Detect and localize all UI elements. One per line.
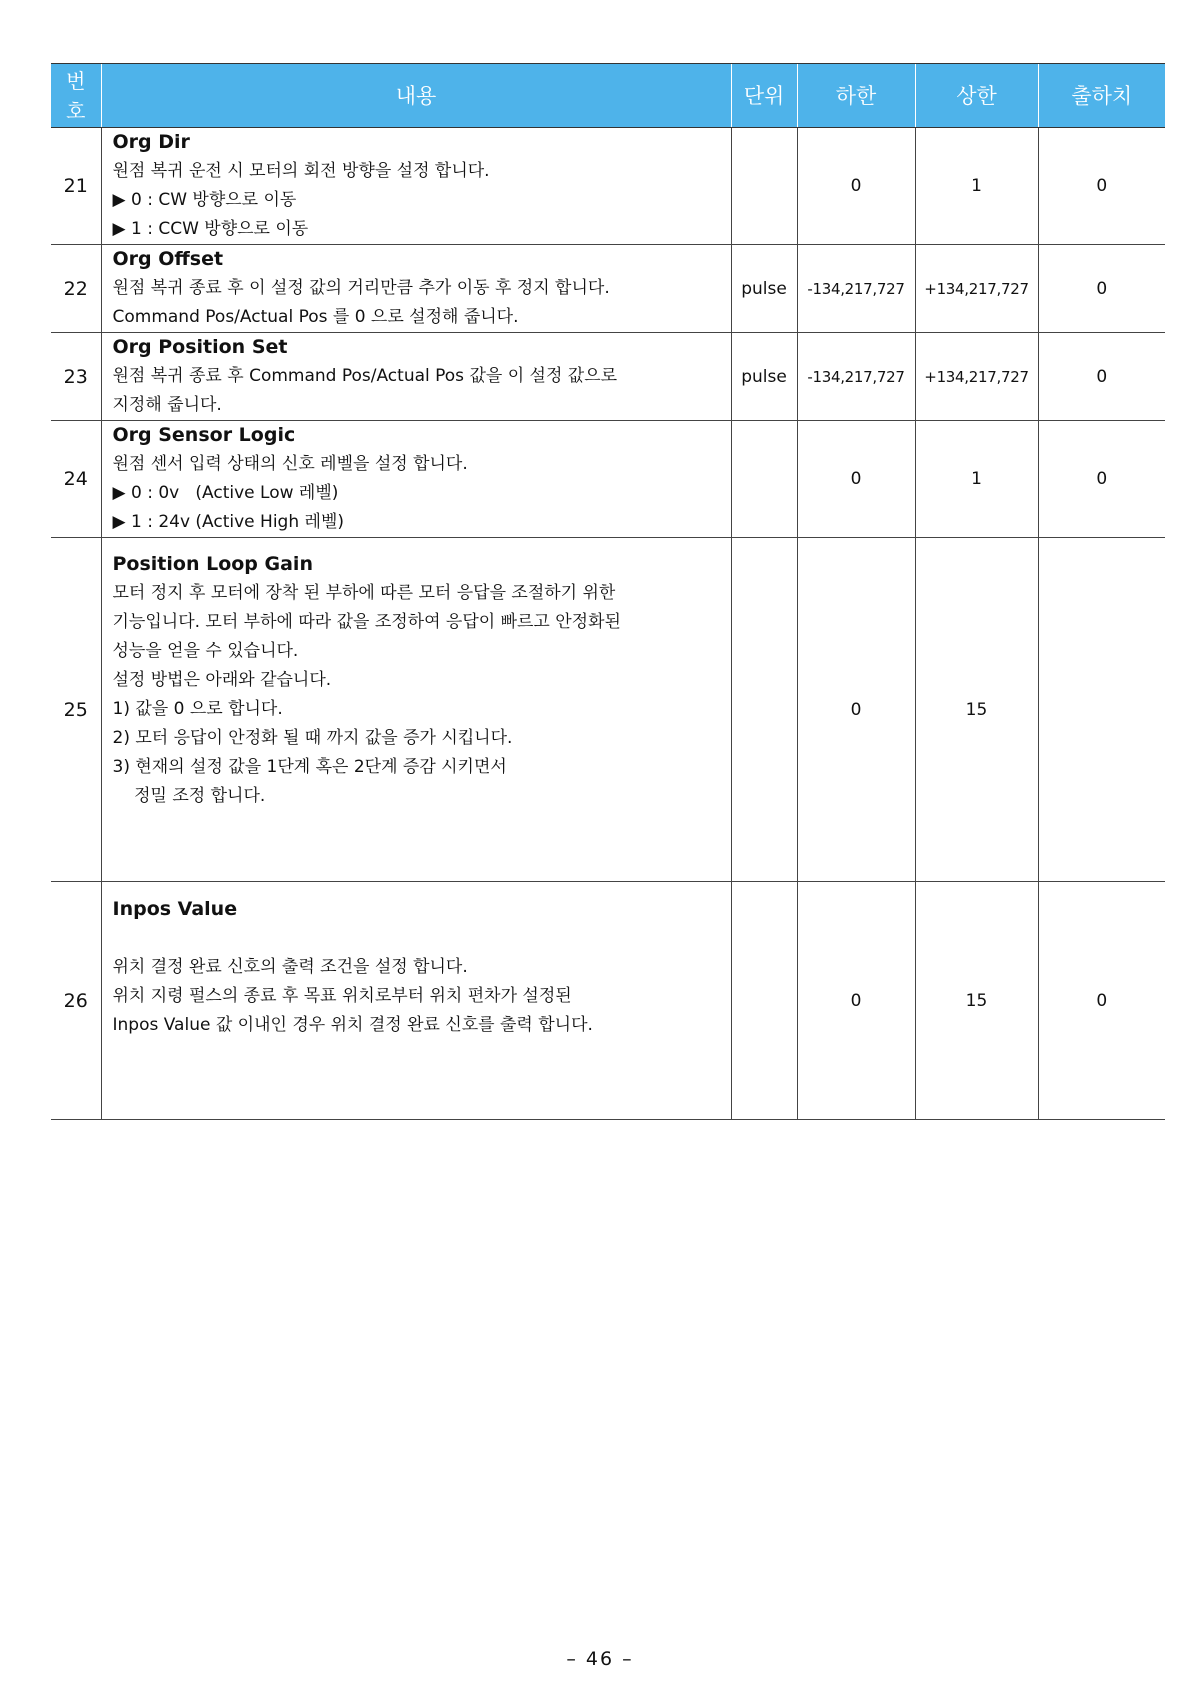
row-unit — [731, 421, 797, 538]
table-row — [51, 421, 1165, 538]
description-line: 원점 복귀 종료 후 이 설정 값의 거리만큼 추가 이동 후 정지 합니다. — [112, 278, 610, 298]
row-unit — [731, 128, 797, 245]
description-line: 성능을 얻을 수 있습니다. — [112, 641, 299, 661]
table-row — [51, 333, 1165, 421]
description-line: 설정 방법은 아래와 같습니다. — [112, 670, 332, 690]
header-max: 상한 — [915, 64, 1038, 128]
row-content — [101, 538, 731, 882]
row-default: 0 — [1038, 421, 1165, 538]
row-number: 23 — [51, 333, 101, 421]
row-content — [101, 128, 731, 245]
header-default: 출하치 — [1038, 64, 1165, 128]
description-line: 원점 복귀 종료 후 Command Pos/Actual Pos 값을 이 설정 값으로 — [112, 366, 618, 386]
row-min: 0 — [797, 128, 915, 245]
row-number: 22 — [51, 245, 101, 333]
description-line: 위치 지령 펄스의 종료 후 목표 위치로부터 위치 편차가 설정된 — [112, 986, 572, 1006]
table-row — [51, 245, 1165, 333]
parameter-name: Org Offset — [112, 248, 224, 270]
header-number: 번 호 — [51, 64, 101, 128]
description-line: 정밀 조정 합니다. — [112, 786, 266, 806]
row-content — [101, 882, 731, 1120]
description-line: ▶ 1 : 24v (Active High 레벨) — [112, 512, 344, 532]
description-line: ▶ 0 : 0v (Active Low 레벨) — [112, 483, 339, 503]
table-row — [51, 882, 1165, 1120]
row-min: -134,217,727 — [797, 245, 915, 333]
row-content — [101, 245, 731, 333]
description-line: 1) 값을 0 으로 합니다. — [112, 699, 283, 719]
row-max: 15 — [915, 882, 1038, 1120]
parameter-name: Org Dir — [112, 131, 190, 153]
row-default: 0 — [1038, 882, 1165, 1120]
row-number: 25 — [51, 538, 101, 882]
row-unit — [731, 882, 797, 1120]
header-content: 내용 — [101, 64, 731, 128]
header-unit: 단위 — [731, 64, 797, 128]
row-content — [101, 333, 731, 421]
page-number: – 46 – — [566, 1648, 634, 1670]
parameter-name: Inpos Value — [112, 898, 238, 920]
parameter-name: Position Loop Gain — [112, 553, 313, 575]
description-line: Command Pos/Actual Pos 를 0 으로 설정해 줍니다. — [112, 307, 519, 327]
description-line: 2) 모터 응답이 안정화 될 때 까지 값을 증가 시킵니다. — [112, 728, 513, 748]
header-min: 하한 — [797, 64, 915, 128]
description-line: Inpos Value 값 이내인 경우 위치 결정 완료 신호를 출력 합니다. — [112, 1015, 593, 1035]
description-line: 3) 현재의 설정 값을 1단계 혹은 2단계 증감 시키면서 — [112, 757, 507, 777]
description-line: 기능입니다. 모터 부하에 따라 값을 조정하여 응답이 빠르고 안정화된 — [112, 612, 621, 632]
row-number: 26 — [51, 882, 101, 1120]
row-content — [101, 421, 731, 538]
description-line: 원점 복귀 운전 시 모터의 회전 방향을 설정 합니다. — [112, 161, 490, 181]
row-number: 21 — [51, 128, 101, 245]
parameter-table — [51, 63, 1165, 1120]
row-unit: pulse — [731, 333, 797, 421]
row-default: 0 — [1038, 245, 1165, 333]
row-default: 0 — [1038, 128, 1165, 245]
row-unit: pulse — [731, 245, 797, 333]
row-default — [1038, 538, 1165, 882]
description-line: ▶ 1 : CCW 방향으로 이동 — [112, 219, 309, 239]
description-line: 위치 결정 완료 신호의 출력 조건을 설정 합니다. — [112, 957, 468, 977]
row-number: 24 — [51, 421, 101, 538]
row-min: -134,217,727 — [797, 333, 915, 421]
row-max: 1 — [915, 421, 1038, 538]
row-max: +134,217,727 — [915, 333, 1038, 421]
row-min: 0 — [797, 538, 915, 882]
row-max: +134,217,727 — [915, 245, 1038, 333]
description-line: 지정해 줍니다. — [112, 395, 222, 415]
header-row — [51, 64, 1165, 128]
table-row — [51, 538, 1165, 882]
description-line: 원점 센서 입력 상태의 신호 레벨을 설정 합니다. — [112, 454, 468, 474]
description-line: ▶ 0 : CW 방향으로 이동 — [112, 190, 297, 210]
row-max: 15 — [915, 538, 1038, 882]
table-row — [51, 128, 1165, 245]
parameter-name: Org Position Set — [112, 336, 288, 358]
row-unit — [731, 538, 797, 882]
parameter-name: Org Sensor Logic — [112, 424, 296, 446]
row-default: 0 — [1038, 333, 1165, 421]
row-min: 0 — [797, 421, 915, 538]
description-line: 모터 정지 후 모터에 장착 된 부하에 따른 모터 응답을 조절하기 위한 — [112, 583, 616, 603]
row-max: 1 — [915, 128, 1038, 245]
row-min: 0 — [797, 882, 915, 1120]
